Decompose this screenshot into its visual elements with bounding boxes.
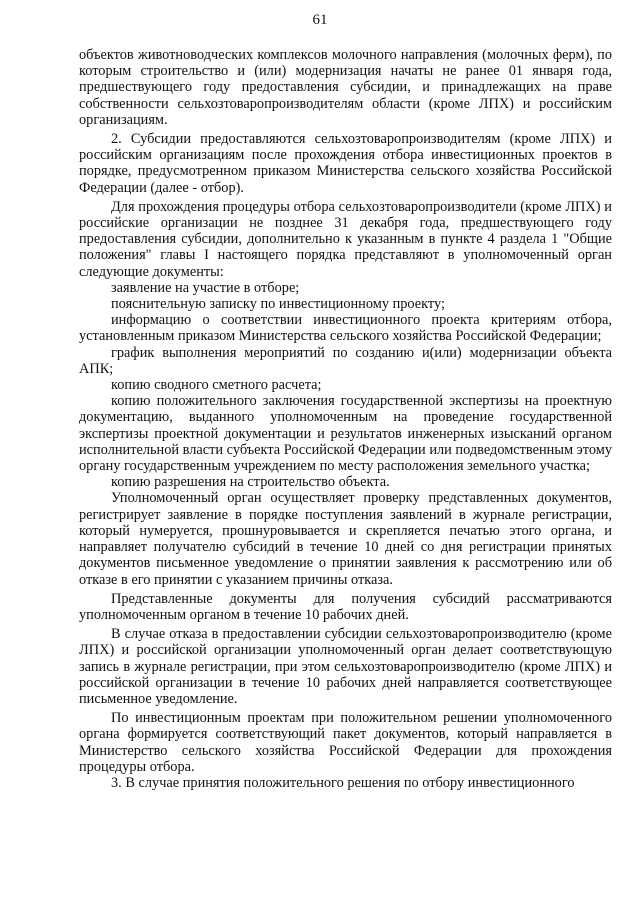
document-list-item: заявление на участие в отборе; [111,279,300,296]
document-list-item: график выполнения мероприятий по созданию и(или) модернизации объекта АПК; [79,344,612,377]
document-list-item: информацию о соответствии инвестиционного проекта критериям отбора, установленным приказом Министерства сельского хозяйства Российской Федерации; [79,312,612,345]
paragraph-selection-procedure: Для прохождения процедуры отбора сельхозтоваропроизводители (кроме ЛПХ) и российские организации не позднее 31 декабря года, предшествующего году предоставления субсидии, дополнительно к указанным в пункте 4 раздела 1 "Общие положения" главы I настоящего порядка представляют в уполномоченный орган следующие документы: [79,198,612,280]
paragraph-item-2: 2. Субсидии предоставляются сельхозтоваропроизводителям (кроме ЛПХ) и российским организациям после прохождения отбора инвестиционных проектов в порядке, предусмотренном приказом Министерства сельского хозяйства Российской Федерации (далее - отбор). [79,131,612,196]
document-body [79,47,612,791]
document-list-item: копию разрешения на строительство объекта. [111,474,390,491]
document-list-item: пояснительную записку по инвестиционному проекту; [111,296,445,313]
paragraph-verification: Уполномоченный орган осуществляет проверку представленных документов, регистрирует заявление в порядке поступления заявлений в журнале регистрации, который нумеруется, прошнуровывается и скрепляется печатью этого органа, и направляет получателю субсидий в течение 10 дней со дня регистрации принятых документов письменное уведомление о принятии заявления к рассмотрению или об отказе в его принятии с указанием причины отказа. [79,490,612,588]
page-number: 61 [312,12,328,28]
paragraph-refusal: В случае отказа в предоставлении субсидии сельхозтоваропроизводителю (кроме ЛПХ) и российской организации уполномоченный орган делает соответствующую запись в журнале регистрации, при этом сельхозтоваропроизводителю (кроме ЛПХ) и российской организации в течение 10 рабочих дней направляется соответствующее письменное уведомление. [79,626,612,707]
document-list-item: копию положительного заключения государственной экспертизы на проектную документацию, выданного уполномоченным на проведение государственной экспертизы проектной документации и результатов инженерных изысканий органом исполнительной власти субъекта Российской Федерации или подведомственным этому органу государственным учреждением по месту расположения земельного участка; [79,393,613,475]
paragraph-continuation: объектов животноводческих комплексов молочного направления (молочных ферм), по которым строительство и (или) модернизация начаты не ранее 01 января года, предшествующего году предоставления субсидии, и принадлежащих на праве собственности сельхозтоваропроизводителям области (кроме ЛПХ) и российским организациям. [79,47,612,128]
document-list-item: копию сводного сметного расчета; [111,377,322,394]
paragraph-item-3: 3. В случае принятия положительного решения по отбору инвестиционного [111,774,575,791]
paragraph-positive-decision: По инвестиционным проектам при положительном решении уполномоченного органа формируется соответствующий пакет документов, который направляется в Министерство сельского хозяйства Российской Федерации для прохождения процедуры отбора. [79,710,612,775]
paragraph-review-period: Представленные документы для получения субсидий рассматриваются уполномоченным органом в течение 10 рабочих дней. [79,590,612,623]
